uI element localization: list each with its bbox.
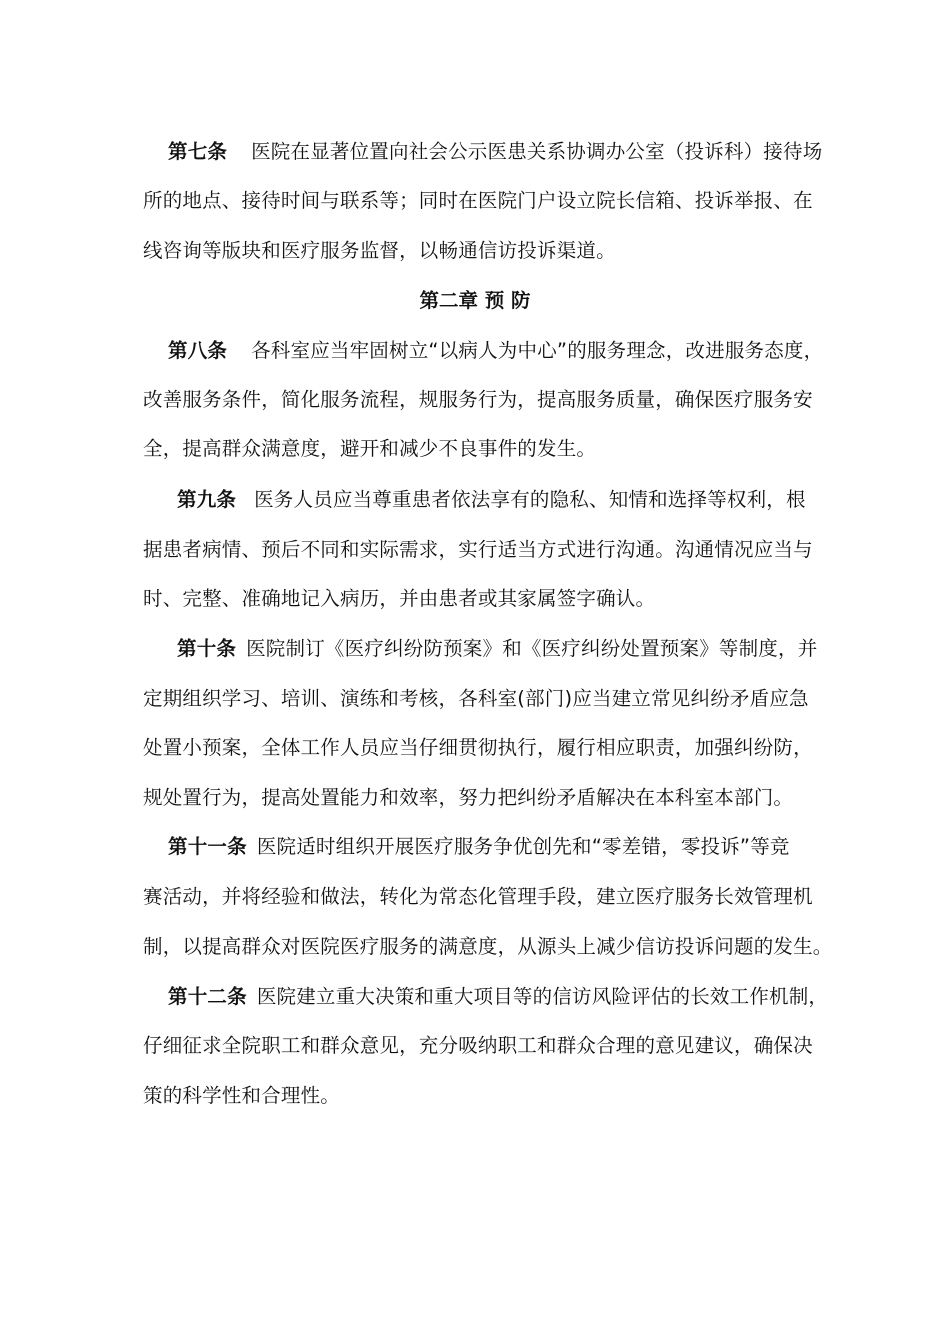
- article-11-line-2: 赛活动，并将经验和做法，转化为常态化管理手段，建立医疗服务长效管理机: [143, 885, 813, 908]
- article-11-line-1: [168, 832, 790, 862]
- chapter-heading: 第二章 预 防: [419, 289, 531, 312]
- article-7-line-2: 所的地点、接待时间与联系等；同时在医院门户设立院长信箱、投诉举报、在: [143, 189, 813, 212]
- article-10-line-1: [177, 634, 817, 664]
- article-12-text-1: 医院建立重大决策和重大项目等的信访风险评估的长效工作机制，: [256, 985, 829, 1008]
- article-7-line-1: [168, 137, 822, 167]
- article-8-text-1: 各科室应当牢固树立“以病人为中心”的服务理念，改进服务态度，: [251, 339, 824, 362]
- article-11-label: 第十一条: [168, 835, 247, 858]
- article-12-label: 第十二条: [168, 985, 247, 1008]
- article-9-text-1: 医务人员应当尊重患者依法享有的隐私、知情和选择等权利，根: [254, 488, 806, 511]
- article-7-label: 第七条: [168, 140, 228, 163]
- article-10-line-2: 定期组织学习、培训、演练和考核，各科室(部门)应当建立常见纠纷矛盾应急: [143, 687, 809, 710]
- article-11-line-3: 制，以提高群众对医院医疗服务的满意度，从源头上减少信访投诉问题的发生。: [143, 935, 833, 958]
- article-7-text-1: 医院在显著位置向社会公示医患关系协调办公室（投诉科）接待场: [251, 140, 823, 163]
- article-9-label: 第九条: [177, 488, 237, 511]
- article-8-line-1: [168, 336, 823, 366]
- article-12-line-1: [168, 982, 828, 1012]
- article-9-line-1: [177, 485, 806, 515]
- article-10-label: 第十条: [177, 637, 237, 660]
- article-8-line-3: 全，提高群众满意度，避开和减少不良事件的发生。: [143, 437, 597, 460]
- article-10-line-3: 处置小预案，全体工作人员应当仔细贯彻执行，履行相应职责，加强纠纷防，: [143, 736, 813, 759]
- article-8-label: 第八条: [168, 339, 228, 362]
- article-8-line-2: 改善服务条件，简化服务流程，规服务行为，提高服务质量，确保医疗服务安: [143, 388, 813, 411]
- article-10-text-1: 医院制订《医疗纠纷防预案》和《医疗纠纷处置预案》等制度，并: [246, 637, 818, 660]
- article-9-line-2: 据患者病情、预后不同和实际需求，实行适当方式进行沟通。沟通情况应当与: [143, 538, 813, 561]
- article-12-line-3: 策的科学性和合理性。: [143, 1084, 341, 1107]
- article-11-text-1: 医院适时组织开展医疗服务争优创先和“零差错，零投诉”等竞: [256, 835, 790, 858]
- article-9-line-3: 时、完整、准确地记入病历，并由患者或其家属签字确认。: [143, 587, 656, 610]
- article-10-line-4: 规处置行为，提高处置能力和效率，努力把纠纷矛盾解决在本科室本部门。: [143, 786, 794, 809]
- article-7-line-3: 线咨询等版块和医疗服务监督，以畅通信访投诉渠道。: [143, 239, 616, 262]
- article-12-line-2: 仔细征求全院职工和群众意见，充分吸纳职工和群众合理的意见建议，确保决: [143, 1034, 813, 1057]
